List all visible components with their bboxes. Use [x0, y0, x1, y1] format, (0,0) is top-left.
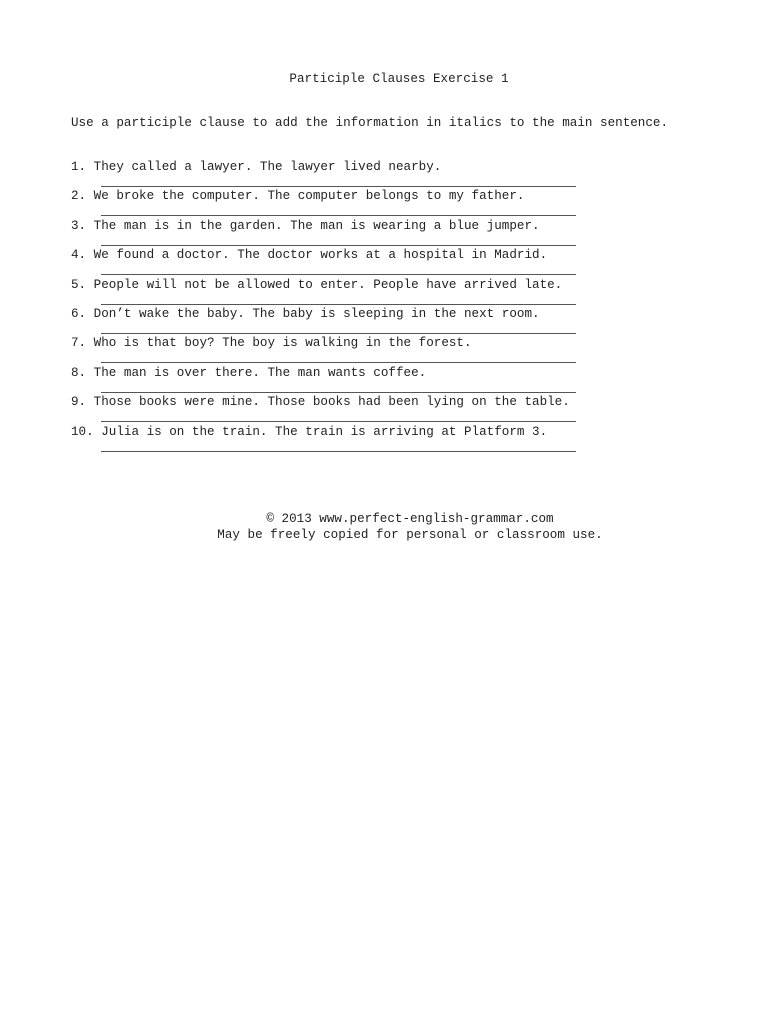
exercise-sentence: 5. People will not be allowed to enter. People have arrived late.: [71, 277, 563, 292]
answer-line: [101, 392, 576, 393]
exercise-sentence: 3. The man is in the garden. The man is wearing a blue jumper.: [71, 218, 540, 233]
instructions: Use a participle clause to add the information in italics to the main sentence.: [71, 116, 669, 130]
exercise-item: [71, 306, 591, 335]
answer-line: [101, 186, 576, 187]
exercise-item: [71, 188, 591, 217]
usage-note: May be freely copied for personal or classroom use.: [217, 528, 603, 542]
answer-line: [101, 333, 576, 334]
exercise-item: [71, 365, 591, 394]
answer-line: [101, 245, 576, 246]
exercise-sentence: 4. We found a doctor. The doctor works at a hospital in Madrid.: [71, 248, 548, 263]
answer-line: [101, 451, 576, 452]
exercise-item: [71, 159, 591, 188]
answer-line: [101, 421, 576, 422]
exercise-item: [71, 335, 591, 364]
exercise-item: [71, 218, 591, 247]
exercise-list: [71, 159, 591, 453]
exercise-sentence: 2. We broke the computer. The computer belongs to my father.: [71, 189, 525, 204]
exercise-sentence: 7. Who is that boy? The boy is walking in the forest.: [71, 336, 472, 351]
exercise-sentence: 6. Don’t wake the baby. The baby is sleeping in the next room.: [71, 306, 540, 321]
page-title: Participle Clauses Exercise 1: [289, 72, 509, 86]
copyright-text: © 2013 www.perfect-english-grammar.com: [266, 512, 554, 526]
answer-line: [101, 215, 576, 216]
exercise-sentence: 10. Julia is on the train. The train is arriving at Platform 3.: [71, 424, 548, 439]
exercise-item: [71, 424, 591, 453]
footer: [0, 511, 768, 543]
exercise-item: [71, 394, 591, 423]
answer-line: [101, 304, 576, 305]
answer-line: [101, 274, 576, 275]
exercise-sentence: 1. They called a lawyer. The lawyer lived nearby.: [71, 160, 442, 174]
exercise-sentence: 8. The man is over there. The man wants coffee.: [71, 365, 427, 380]
exercise-item: [71, 277, 591, 306]
answer-line: [101, 362, 576, 363]
exercise-item: [71, 247, 591, 276]
exercise-sentence: 9. Those books were mine. Those books had been lying on the table.: [71, 395, 570, 410]
